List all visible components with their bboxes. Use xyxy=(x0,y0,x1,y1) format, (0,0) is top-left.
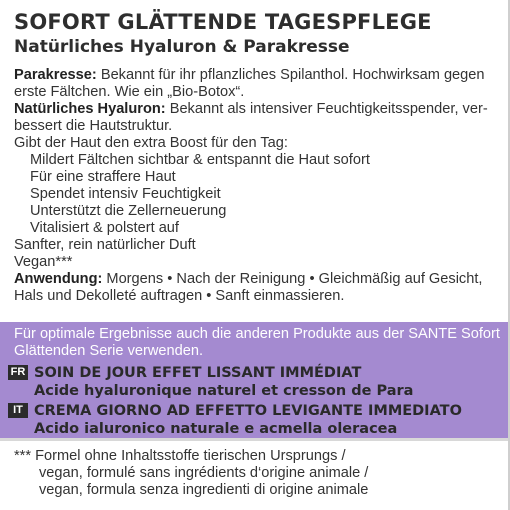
footnote-line2: vegan, formulé sans ingrédients d‘origine animale / xyxy=(39,465,369,481)
french-title-row xyxy=(8,364,361,382)
benefit-item: Mildert Fältchen sichtbar & entspannt die Haut sofort xyxy=(30,152,370,168)
usage-label: Anwendung: xyxy=(14,271,103,287)
recommendation-line1: Für optimale Ergebnisse auch die anderen Produkte aus der SANTE Sofort xyxy=(14,326,500,342)
benefits-intro: Gibt der Haut den extra Boost für den Tag: xyxy=(14,135,288,151)
translation-band xyxy=(0,322,508,438)
ingredient-label: Parakresse: xyxy=(14,67,97,83)
footnote xyxy=(14,448,502,499)
german-section xyxy=(14,10,502,305)
product-title: SOFORT GLÄTTENDE TAGESPFLEGE xyxy=(14,10,432,34)
description-body xyxy=(14,67,502,305)
ingredient-label: Natürliches Hyaluron: xyxy=(14,101,166,117)
usage-text: Morgens • Nach der Reinigung • Gleichmäßig auf Gesicht, xyxy=(102,271,483,287)
language-badge-fr: FR xyxy=(8,365,28,380)
ingredient-parakresse-line2: erste Fältchen. Wie ein „Bio-Botox“. xyxy=(14,84,245,100)
recommendation-note xyxy=(14,326,499,360)
language-badge-it: IT xyxy=(8,403,28,418)
benefit-item: Vitalisiert & polstert auf xyxy=(30,220,179,236)
benefit-item: Unterstützt die Zellerneuerung xyxy=(30,203,227,219)
usage-line1 xyxy=(14,271,502,288)
ingredient-text: Bekannt als intensiver Feuchtigkeitsspender, ver- xyxy=(165,101,488,117)
benefit-item: Für eine straffere Haut xyxy=(30,169,176,185)
italian-subtitle: Acido ialuronico naturale e acmella oleracea xyxy=(34,421,398,437)
italian-title-row xyxy=(8,402,462,420)
ingredient-hyaluron-line2: bessert die Hautstruktur. xyxy=(14,118,173,134)
usage-line2: Hals und Dekolleté auftragen • Sanft einmassieren. xyxy=(14,288,345,304)
ingredient-text: Bekannt für ihr pflanzliches Spilanthol. Hochwirksam gegen xyxy=(96,67,485,83)
divider xyxy=(0,438,508,441)
italian-title: CREMA GIORNO AD EFFETTO LEVIGANTE IMMEDIATO xyxy=(34,403,462,419)
recommendation-line2: Glättenden Serie verwenden. xyxy=(14,343,204,359)
product-subtitle: Natürliches Hyaluron & Parakresse xyxy=(14,37,350,57)
vegan-note: Vegan*** xyxy=(14,254,73,270)
footnote-line1: *** Formel ohne Inhaltsstoffe tierischen Ursprungs / xyxy=(14,448,346,464)
benefit-item: Spendet intensiv Feuchtigkeit xyxy=(30,186,221,202)
french-subtitle: Acide hyaluronique naturel et cresson de Para xyxy=(34,383,414,399)
french-title: SOIN DE JOUR EFFET LISSANT IMMÉDIAT xyxy=(34,365,362,381)
ingredient-parakresse-line1 xyxy=(14,67,502,84)
scent-note: Sanfter, rein natürlicher Duft xyxy=(14,237,196,253)
footnote-line3: vegan, formula senza ingredienti di origine animale xyxy=(39,482,369,498)
ingredient-hyaluron-line1 xyxy=(14,101,502,118)
